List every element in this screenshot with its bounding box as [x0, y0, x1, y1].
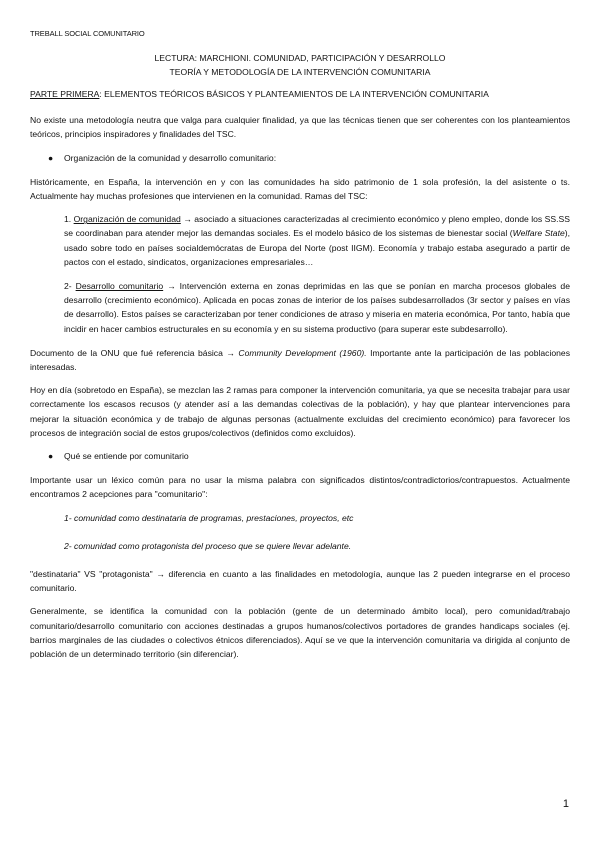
branch-desarrollo: [30, 279, 570, 336]
bullet-comunitario: [30, 449, 570, 463]
section-heading: [30, 87, 570, 101]
branch-title: Desarrollo comunitario: [75, 281, 164, 292]
historical-paragraph: Históricamente, en España, la intervención en y con las comunidades ha sido patrimonio de 1 sola profesión, la del asistente o ts. Actualmente hay muchas profesiones que intervienen en la comunidad. Ramas del TSC:: [30, 176, 570, 202]
compare-paragraph: "destinataria" VS "protagonista" → diferencia en cuanto a las finalidades en metodología, aunque las 2 pueden integrarse en el proceso comunitario.: [30, 569, 570, 594]
general-paragraph: Generalmente, se identifica la comunidad con la población (gente de un determinado ámbito local), pero comunidad/trabajo comunitario/desarrollo comunitario con acciones destinadas a grupos humanos/colectivos portadores de grandes handicaps sociales (ej. barrios marginales de las ciudades o colectivos étnicos diferenciados). Aquí se ve que la intervención comunitaria va dirigida al conjunto de población de un determinado territorio (sin diferenciar).: [30, 606, 570, 660]
onu-text: Documento de la ONU que fué referencia básica →: [30, 347, 239, 358]
branch-number: 2-: [64, 281, 76, 292]
title-block: [30, 51, 570, 79]
branch-text: asociado a situaciones caracterizadas al crecimiento económico y pleno empleo, donde los SS.SS se coordinaban para atender mejor las demandas sociales. Es el modelo básico de los sistemas de bienestar social (: [64, 214, 570, 239]
branch-italic: Welfare State: [512, 228, 565, 239]
definition-destinataria: 1- comunidad como destinataria de programas, prestaciones, proyectos, etc: [64, 512, 354, 523]
bullet-organizacion: [30, 151, 570, 165]
arrow-symbol: →: [163, 281, 180, 292]
today-paragraph: Hoy en día (sobretodo en España), se mezclan las 2 ramas para componer la intervención comunitaria, ya que se necesita trabajar para usar correctamente los escasos recusos (y atender así a las demandas colectivas de la población), y hay que plantear intervenciones para mejorar la situación económica y de trabajo de algunas personas (actualmente excluidas del crecimiento económico) para favorecer los procesos de integración social de estos grupos/colectivos (definidos como excluidos).: [30, 385, 570, 438]
onu-document-title: Community Development (1960).: [238, 347, 367, 358]
bullet-dot-icon: ●: [48, 451, 54, 462]
bullet-text: Organización de la comunidad y desarrollo comunitario:: [64, 152, 277, 163]
intro-paragraph: No existe una metodología neutra que valga para cualquier finalidad, ya que las técnicas tienen que ser coherentes con los planteamientos teóricos, principios inspiradores y finalidades del TSC.: [30, 115, 570, 140]
title-line-2: TEORÍA Y METODOLOGÍA DE LA INTERVENCIÓN COMUNITARIA: [169, 67, 431, 77]
running-header: TREBALL SOCIAL COMUNITARIO: [30, 29, 145, 38]
definition-protagonista: 2- comunidad como protagonista del proceso que se quiere llevar adelante.: [64, 540, 352, 551]
onu-text-cont: Importante ante la participación de las poblaciones interesadas.: [30, 347, 570, 373]
bullet-dot-icon: ●: [48, 152, 54, 163]
onu-paragraph: [30, 346, 570, 374]
branch-text-cont: ), usado sobre todo en países socialdemócratas de Europa del Norte (post IIGM). Economía y trabajo estaba asegurado a partir de pactos con el estado, sindicatos, organizaciones empresariales…: [64, 228, 570, 267]
arrow-symbol: →: [180, 214, 195, 225]
branch-number: 1.: [64, 214, 74, 225]
section-label: PARTE PRIMERA: [30, 89, 100, 99]
branch-title: Organización de comunidad: [73, 214, 181, 225]
bullet-text: Qué se entiende por comunitario: [64, 451, 189, 462]
lexicon-paragraph: Importante usar un léxico común para no usar la misma palabra con significados distintos/contradictorios/contrapuestos. Actualmente encontramos 2 acepciones para "comunitario":: [30, 475, 570, 500]
page-number: 1: [562, 798, 569, 810]
branch-text: Intervención externa en zonas deprimidas en las que se ponían en marcha procesos globales de desarrollo (crecimiento económico). Aplicada en pocas zonas de interior de los países subdesarrollados (3r sector y países en vías de desarrollo). Estos países se caracterizaban por tener condiciones de atraso y miseria en materia económica, Por tanto, había que incidir en hacer cambios estructurales en su economía y en su sistema productivo (para superar este subdesarrollo).: [64, 281, 570, 334]
document-body: [30, 87, 570, 670]
title-line-1: LECTURA: MARCHIONI. COMUNIDAD, PARTICIPACIÓN Y DESARROLLO: [154, 53, 446, 63]
branch-organizacion: [30, 212, 570, 269]
section-title: : ELEMENTOS TEÓRICOS BÁSICOS Y PLANTEAMIENTOS DE LA INTERVENCIÓN COMUNITARIA: [99, 89, 489, 99]
